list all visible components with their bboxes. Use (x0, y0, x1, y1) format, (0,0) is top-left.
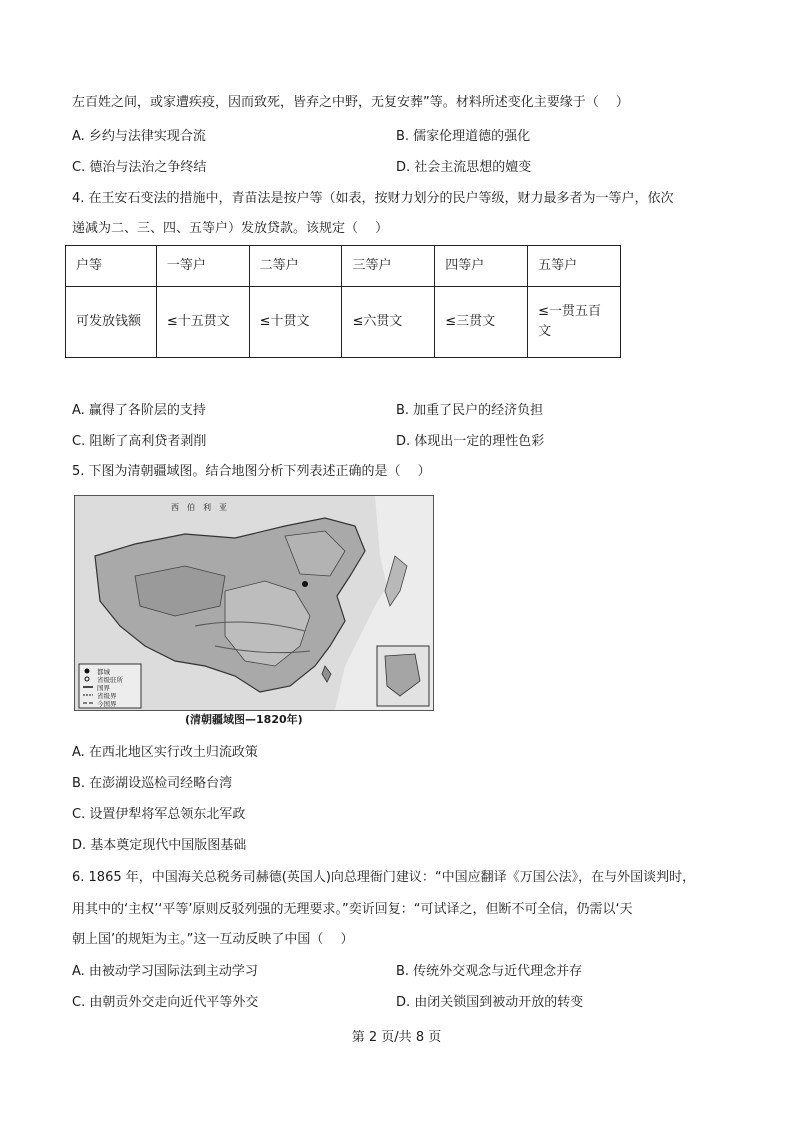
q6-option-a[interactable]: A. 由被动学习国际法到主动学习 (72, 964, 258, 979)
q3-stem-tail: 左百姓之间，或家遭疾疫，因而致死，皆弃之中野，无复安葬”等。材料所述变化主要缘于（ ） (72, 95, 629, 110)
q5-option-a[interactable]: A. 在西北地区实行改土归流政策 (72, 745, 258, 760)
map-caption: (清朝疆域图—1820年) (185, 713, 303, 726)
table-cell: 一等户 (156, 246, 249, 287)
q6-option-c[interactable]: C. 由朝贡外交走向近代平等外交 (72, 995, 259, 1010)
table-cell: 户等 (66, 246, 157, 287)
legend-province-border-label: 省级界 (97, 692, 117, 700)
legend-capital-label: 都城 (97, 668, 110, 676)
q4-option-b[interactable]: B. 加重了民户的经济负担 (396, 403, 544, 418)
legend-border-label: 国界 (97, 684, 110, 692)
table-row (66, 287, 621, 358)
q3-option-b[interactable]: B. 儒家伦理道德的强化 (396, 129, 531, 144)
q6-stem-line2: 用其中的‘主权’‘平等’原则反驳列强的无理要求。”奕䜣回复：“可试译之，但断不可全信，仍需以‘天 (72, 902, 633, 917)
q6-option-d[interactable]: D. 由闭关锁国到被动开放的转变 (396, 995, 584, 1010)
table-header-row (66, 246, 621, 287)
table-cell: ≤十贯文 (249, 287, 342, 358)
table-cell: 可发放钱额 (66, 287, 157, 358)
page-number: 第 2 页/共 8 页 (351, 1030, 442, 1045)
q6-option-b[interactable]: B. 传统外交观念与近代理念并存 (396, 964, 583, 979)
table-cell: 四等户 (435, 246, 528, 287)
q3-option-c[interactable]: C. 德治与法治之争终结 (72, 160, 207, 175)
qing-territory-map (74, 495, 434, 711)
table-cell: ≤六贯文 (342, 287, 435, 358)
table-cell: ≤十五贯文 (156, 287, 249, 358)
q3-option-a[interactable]: A. 乡约与法律实现合流 (72, 129, 206, 144)
q6-stem-line1: 6. 1865 年，中国海关总税务司赫德(英国人)向总理衙门建议：“中国应翻译《万国公法》，在与外国谈判时， (72, 870, 696, 885)
q4-household-table (65, 245, 621, 358)
table-cell: 三等户 (342, 246, 435, 287)
table-cell: 五等户 (528, 246, 621, 287)
q4-option-a[interactable]: A. 赢得了各阶层的支持 (72, 403, 206, 418)
q5-stem: 5. 下图为清朝疆域图。结合地图分析下列表述正确的是（ ） (72, 464, 431, 479)
table-cell: ≤三贯文 (435, 287, 528, 358)
map-graphic (75, 496, 433, 710)
q4-option-d[interactable]: D. 体现出一定的理性色彩 (396, 434, 545, 449)
q5-option-c[interactable]: C. 设置伊犁将军总领东北军政 (72, 807, 246, 822)
table-cell: ≤一贯五百文 (528, 287, 621, 358)
q6-stem-line3: 朝上国’的规矩为主。”这一互动反映了中国（ ） (72, 932, 354, 947)
q4-stem-line1: 4. 在王安石变法的措施中，青苗法是按户等（如表，按财力划分的民户等级，财力最多者为一等户，依次 (72, 191, 674, 206)
q4-stem-line2: 递减为二、三、四、五等户）发放贷款。该规定（ ） (72, 221, 389, 236)
q4-option-c[interactable]: C. 阻断了高利贷者剥削 (72, 434, 207, 449)
legend-provincial-seat-label: 省级驻所 (97, 676, 123, 684)
q5-option-d[interactable]: D. 基本奠定现代中国版图基础 (72, 838, 247, 853)
table-cell: 二等户 (249, 246, 342, 287)
q5-option-b[interactable]: B. 在澎湖设巡检司经略台湾 (72, 776, 233, 791)
legend-current-border-label: 今国界 (97, 700, 117, 708)
map-label-siberia: 西 伯 利 亚 (171, 503, 227, 512)
q3-option-d[interactable]: D. 社会主流思想的嬗变 (396, 160, 532, 175)
